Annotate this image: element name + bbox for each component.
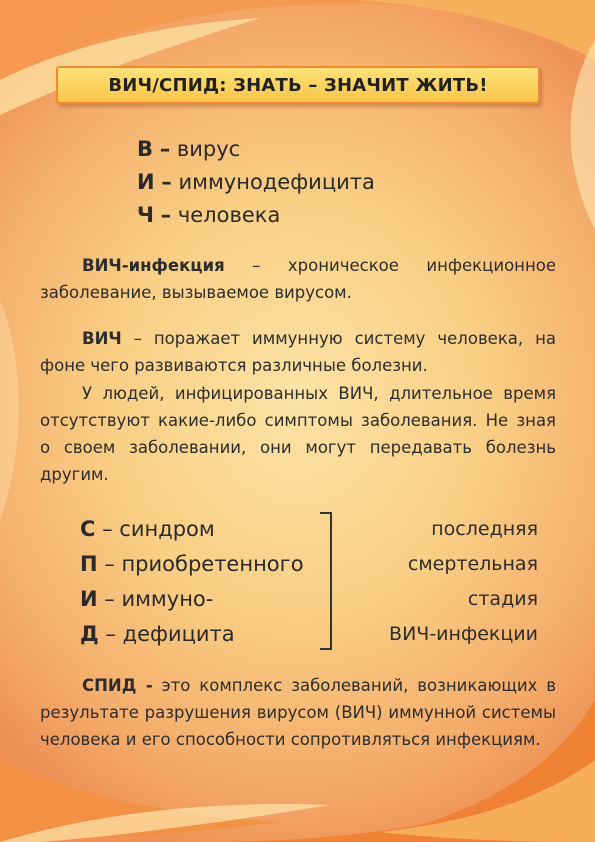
abbr-dash: – bbox=[159, 137, 171, 161]
aids-definition bbox=[40, 672, 556, 753]
abbr-letter: И bbox=[137, 170, 155, 194]
aids-abbreviation bbox=[80, 512, 304, 652]
hiv-infection-definition bbox=[40, 252, 556, 306]
final-stage-note bbox=[389, 512, 538, 652]
abbr-line bbox=[80, 582, 304, 617]
stage-line: ВИЧ-инфекции bbox=[389, 623, 538, 645]
paragraph-text: У людей, инфицированных ВИЧ, длительное время отсутствуют какие-либо симптомы заболевания. Не зная о своем заболевании, они могут передавать болезнь другим. bbox=[40, 384, 556, 484]
definition-text: это комплекс заболеваний, возникающих в результате разрушения вирусом (ВИЧ) иммунной системы человека и его способности сопротивляться инфекциям. bbox=[40, 676, 557, 749]
stage-line: последняя bbox=[431, 518, 538, 540]
stage-line: смертельная bbox=[407, 553, 538, 575]
abbr-word: – синдром bbox=[102, 517, 215, 541]
abbr-letter: В bbox=[137, 137, 154, 161]
definition-text: – хроническое инфекционное заболевание, вызываемое вирусом. bbox=[40, 256, 556, 302]
abbr-line bbox=[80, 512, 304, 547]
abbr-word: – дефицита bbox=[105, 622, 235, 646]
page-title: ВИЧ/СПИД: ЗНАТЬ – ЗНАЧИТ ЖИТЬ! bbox=[108, 74, 488, 96]
term: ВИЧ bbox=[82, 329, 122, 348]
hiv-effect-paragraph bbox=[40, 325, 556, 379]
abbr-word: – приобретенного bbox=[104, 552, 304, 576]
abbr-letter: И bbox=[80, 587, 98, 611]
abbr-line bbox=[137, 199, 375, 232]
hiv-abbreviation bbox=[137, 133, 375, 232]
right-bracket bbox=[320, 512, 332, 650]
abbr-word: – иммуно- bbox=[104, 587, 214, 611]
symptoms-paragraph bbox=[40, 380, 556, 488]
abbr-line bbox=[80, 617, 304, 652]
abbr-letter: П bbox=[80, 552, 98, 576]
stage-line: стадия bbox=[467, 588, 538, 610]
abbr-line bbox=[80, 547, 304, 582]
term: СПИД - bbox=[82, 676, 153, 695]
abbr-line bbox=[137, 166, 375, 199]
abbr-word: вирус bbox=[176, 137, 241, 161]
abbr-letter: Д bbox=[80, 622, 99, 646]
abbr-line bbox=[137, 133, 375, 166]
abbr-dash: – bbox=[160, 203, 172, 227]
term: ВИЧ-инфекция bbox=[82, 256, 225, 275]
abbr-word: иммунодефицита bbox=[178, 170, 375, 194]
abbr-letter: С bbox=[80, 517, 96, 541]
abbr-word: человека bbox=[177, 203, 281, 227]
abbr-dash: – bbox=[161, 170, 172, 194]
definition-text: – поражает иммунную систему человека, на фоне чего развиваются различные болезни. bbox=[40, 329, 556, 375]
abbr-letter: Ч bbox=[137, 203, 154, 227]
title-banner bbox=[56, 66, 540, 104]
